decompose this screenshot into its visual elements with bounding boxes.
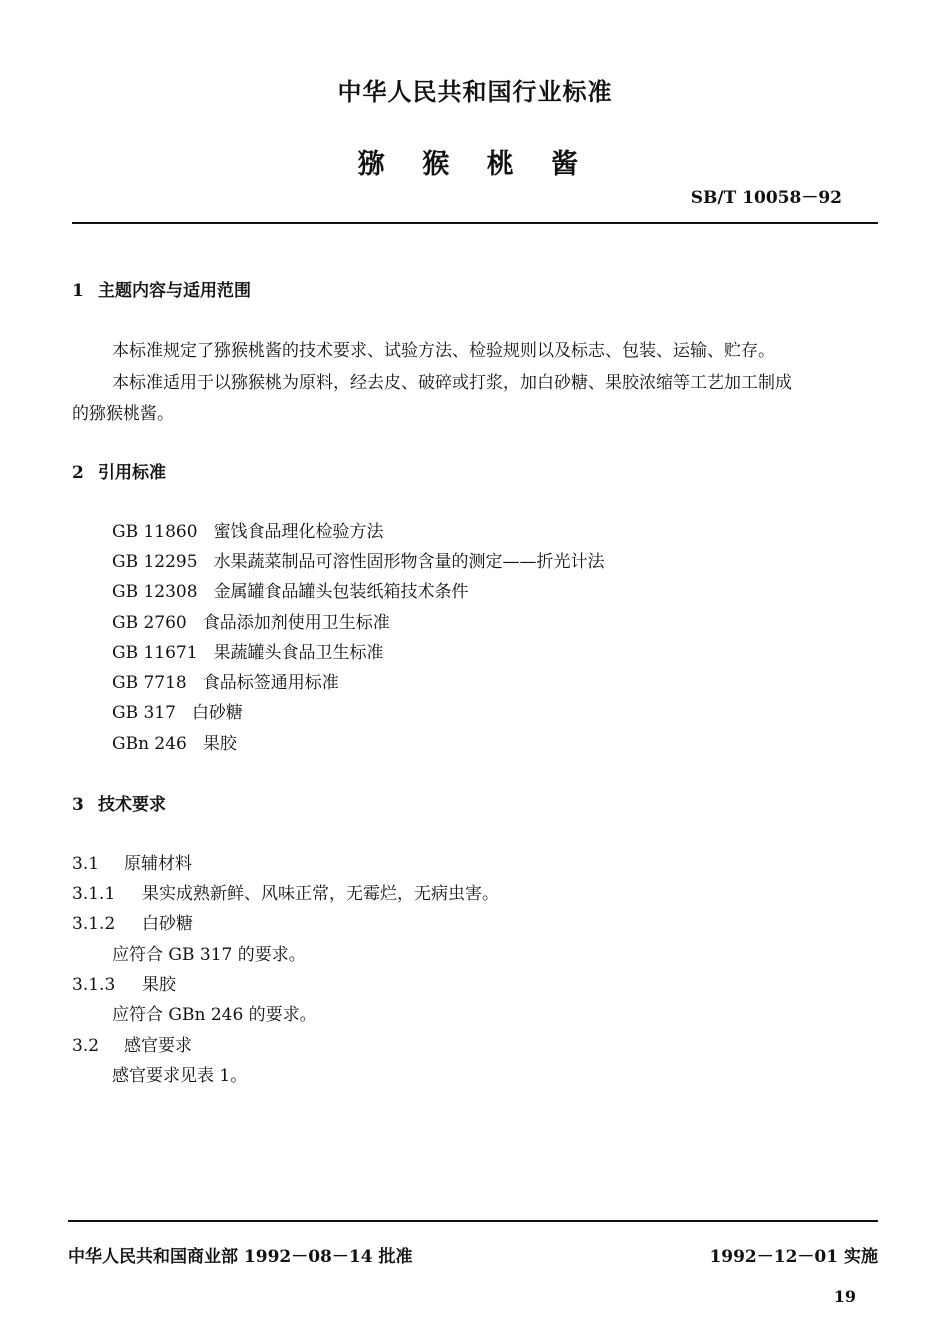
header-divider [72,222,878,224]
subsection-3-1-2-text: 应符合 GB 317 的要求。 [112,945,306,965]
subsection-3-2-text: 感官要求见表 1。 [112,1066,248,1086]
reference-code: GB 317 [112,703,176,723]
subsection-number: 3.1.2 [72,914,116,934]
subsection-title: 感官要求 [124,1036,192,1056]
section-1-paragraph-1: 本标准规定了猕猴桃酱的技术要求、试验方法、检验规则以及标志、包装、运输、贮存。 [112,341,775,361]
reference-item [112,517,384,542]
reference-name: 水果蔬菜制品可溶性固形物含量的测定——折光计法 [213,552,605,572]
reference-code: GB 2760 [112,613,187,633]
subsection-3-1-3-heading [72,970,176,995]
section-3-heading [72,790,166,815]
reference-code: GB 11671 [112,643,198,663]
reference-item [112,547,605,572]
subsection-title: 原辅材料 [124,854,192,874]
subsection-title: 白砂糖 [142,914,193,934]
reference-code: GB 11860 [112,522,198,542]
section-title: 引用标准 [98,463,166,483]
page-number: 19 [833,1287,856,1306]
section-title: 主题内容与适用范围 [98,281,251,301]
section-2-heading [72,458,166,483]
reference-name: 食品标签通用标准 [202,673,339,693]
reference-item [112,577,469,602]
reference-item [112,698,243,723]
subsection-number: 3.1 [72,854,100,874]
reference-code: GB 7718 [112,673,187,693]
subsection-3-1-3-text: 应符合 GBn 246 的要求。 [112,1005,317,1025]
subsection-number: 3.1.3 [72,975,116,995]
section-number: 2 [72,463,84,483]
reference-item [112,638,384,663]
reference-name: 白砂糖 [191,703,243,723]
subsection-3-1-1 [72,879,499,904]
reference-code: GBn 246 [112,734,187,754]
subsection-title: 果胶 [142,975,176,995]
reference-code: GB 12295 [112,552,198,572]
effective-date: 1992－12－01 实施 [709,1247,878,1267]
reference-item [112,608,390,633]
standard-code: SB/T 10058－92 [690,188,842,208]
subsection-text: 果实成熟新鲜、风味正常，无霉烂，无病虫害。 [142,884,499,904]
section-1-paragraph-2: 本标准适用于以猕猴桃为原料，经去皮、破碎或打浆，加白砂糖、果胶浓缩等工艺加工制成 [112,373,792,393]
reference-code: GB 12308 [112,582,198,602]
section-number: 3 [72,795,84,815]
reference-name: 食品添加剂使用卫生标准 [202,613,390,633]
subsection-3-2-heading [72,1031,192,1056]
approval-line: 中华人民共和国商业部 1992－08－14 批准 [68,1247,413,1267]
subsection-number: 3.2 [72,1036,100,1056]
standard-name: 猕 猴 桃 酱 [357,149,593,180]
subsection-3-1-2-heading [72,909,193,934]
footer-divider [68,1220,878,1222]
reference-name: 果胶 [202,734,237,754]
reference-name: 蜜饯食品理化检验方法 [213,522,384,542]
section-number: 1 [72,281,84,301]
subsection-number: 3.1.1 [72,884,116,904]
reference-item [112,729,237,754]
reference-item [112,668,339,693]
document-title: 中华人民共和国行业标准 [337,77,613,106]
section-title: 技术要求 [98,795,166,815]
section-1-paragraph-2-cont: 的猕猴桃酱。 [72,404,174,424]
reference-name: 果蔬罐头食品卫生标准 [213,643,384,663]
reference-name: 金属罐食品罐头包装纸箱技术条件 [213,582,469,602]
section-1-heading [72,276,251,301]
subsection-3-1-heading [72,849,192,874]
